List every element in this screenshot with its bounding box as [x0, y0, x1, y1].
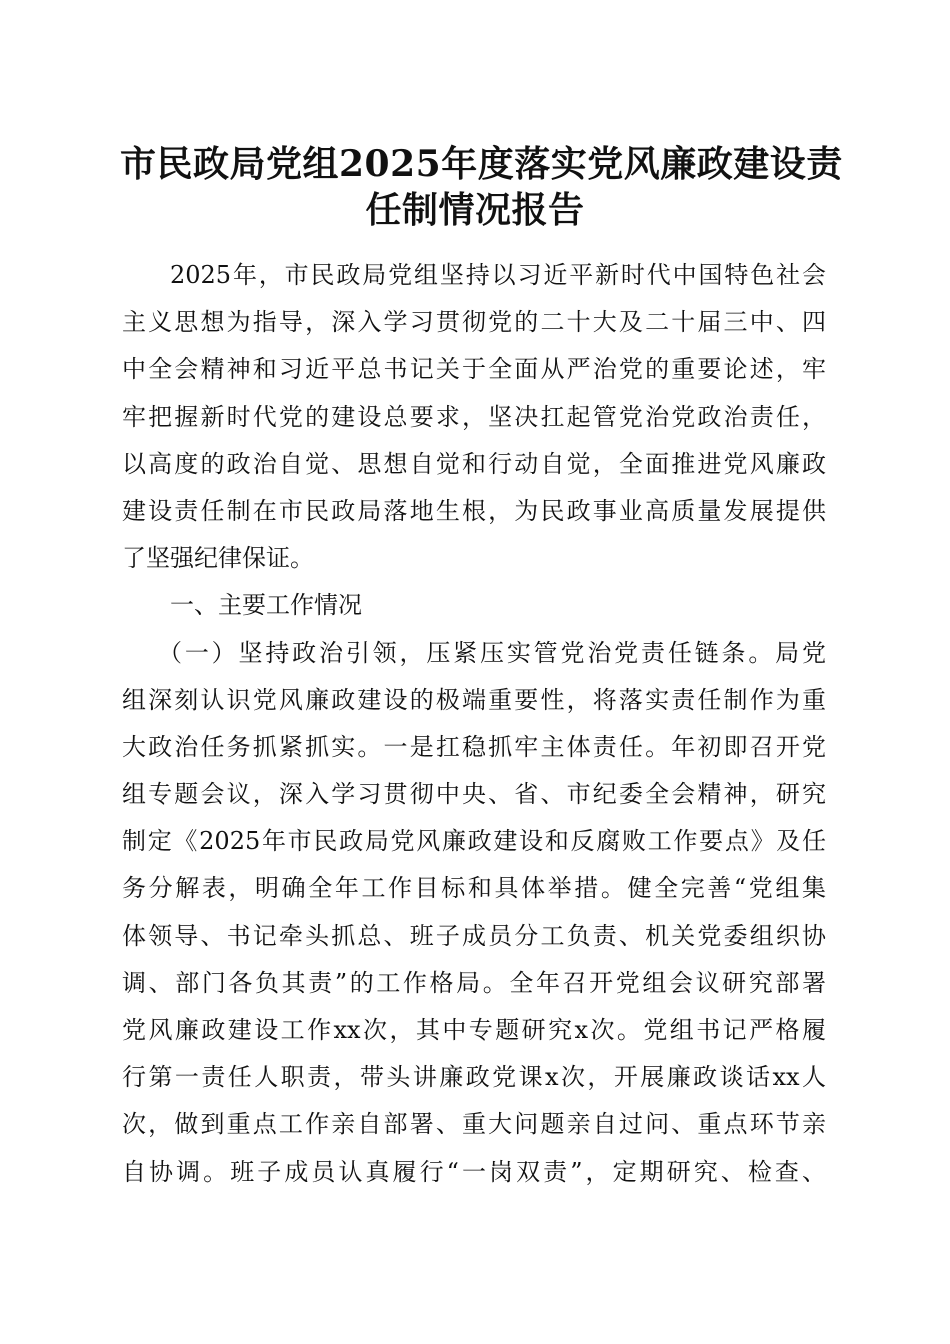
paragraph-2-line: 党风廉政建设工作xx次，其中专题研究x次。党组书记严格履 — [122, 1016, 826, 1044]
paragraph-2-line: 大政治任务抓紧抓实。一是扛稳抓牢主体责任。年初即召开党 — [122, 732, 826, 761]
paragraph-1-line: 牢把握新时代党的建设总要求，坚决扛起管党治党政治责任， — [122, 402, 826, 431]
paragraph-2-line: 次，做到重点工作亲自部署、重大问题亲自过问、重点环节亲 — [122, 1110, 826, 1139]
subsection-1-first-line — [122, 630, 826, 677]
paragraph-2-line: 体领导、书记牵头抓总、班子成员分工负责、机关党委组织协 — [122, 921, 826, 950]
paragraph-1-line: 以高度的政治自觉、思想自觉和行动自觉，全面推进党风廉政 — [122, 449, 826, 478]
document-body — [122, 252, 826, 1196]
paragraph-2-line: 组深刻认识党风廉政建设的极端重要性，将落实责任制作为重 — [122, 685, 826, 714]
paragraph-2-line: 调、部门各负其责”的工作格局。全年召开党组会议研究部署 — [122, 968, 826, 997]
paragraph-1-line: 2025年，市民政局党组坚持以习近平新时代中国特色社会 — [170, 261, 826, 289]
subsection-1-heading: （一）坚持政治引领，压紧压实管党治党责任链条。 — [158, 638, 776, 667]
paragraph-1-line: 建设责任制在市民政局落地生根，为民政事业高质量发展提供 — [122, 496, 826, 525]
paragraph-1-line: 中全会精神和习近平总书记关于全面从严治党的重要论述，牢 — [122, 355, 826, 384]
document-title-line-2: 任制情况报告 — [365, 189, 585, 231]
document-title-line-1: 市民政局党组2025年度落实党风廉政建设责 — [120, 143, 843, 185]
paragraph-2-line: 务分解表，明确全年工作目标和具体举措。健全完善“党组集 — [122, 874, 826, 903]
paragraph-1-line: 了坚强纪律保证。 — [122, 544, 314, 573]
paragraph-2-line: 组专题会议，深入学习贯彻中央、省、市纪委全会精神，研究 — [122, 780, 826, 809]
paragraph-2-line: 自协调。班子成员认真履行“一岗双责”，定期研究、检查、 — [122, 1157, 826, 1186]
paragraph-2-line: 行第一责任人职责，带头讲廉政党课x次，开展廉政谈话xx人 — [122, 1063, 826, 1092]
paragraph-2-first-tail: 局党 — [775, 638, 827, 667]
paragraph-2-line: 制定《2025年市民政局党风廉政建设和反腐败工作要点》及任 — [122, 827, 826, 856]
paragraph-1-line: 主义思想为指导，深入学习贯彻党的二十大及二十届三中、四 — [122, 308, 826, 337]
section-1-heading: 一、主要工作情况 — [170, 591, 362, 620]
